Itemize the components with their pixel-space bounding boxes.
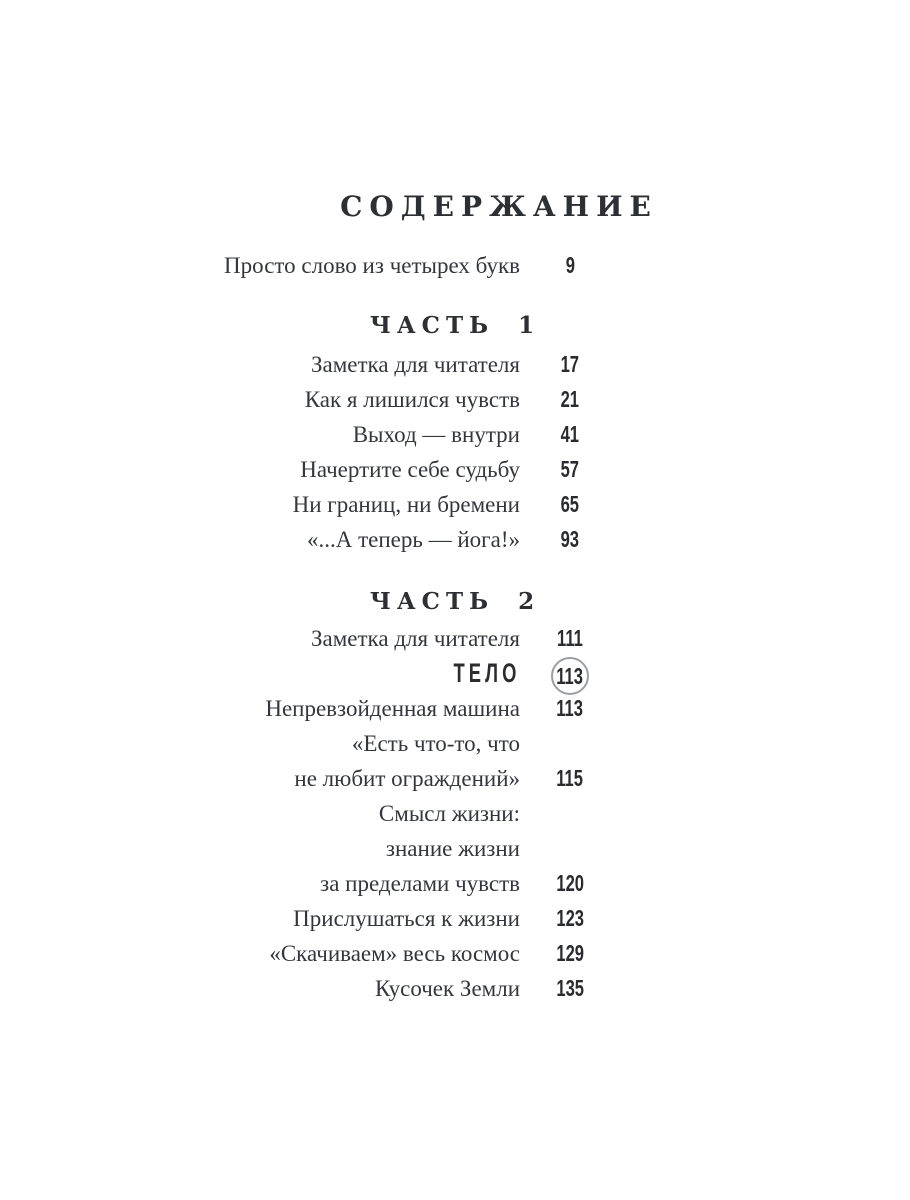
toc-entry-page-cell <box>520 691 620 729</box>
toc-entry-title-line3: за пределами чувств <box>320 871 520 896</box>
page-number: 41 <box>560 421 580 447</box>
page-number: 57 <box>560 456 580 482</box>
page-number: 21 <box>560 386 580 412</box>
toc-entry-title: Как я лишился чувств <box>304 387 520 412</box>
toc-entry-title: Начертите себе судьбу <box>300 457 520 482</box>
toc-entry-title-line1: Смысл жизни: <box>378 801 520 826</box>
toc-entry-page-cell <box>520 971 620 1009</box>
circled-page-number <box>551 657 589 695</box>
toc-entry-title: «Скачиваем» весь космос <box>269 941 520 966</box>
toc-entry-title: Кусочек Земли <box>375 976 520 1001</box>
toc-entry-line <box>0 796 910 831</box>
toc-entry <box>0 901 910 936</box>
toc-entry-title: ТЕЛО <box>453 658 520 688</box>
toc-entry-title: Заметка для читателя <box>311 352 520 377</box>
toc-entry <box>0 248 910 283</box>
toc-entry-page-cell <box>520 248 620 286</box>
page-title: СОДЕРЖАНИЕ <box>340 190 658 223</box>
toc-entry-page-cell <box>520 761 620 799</box>
toc-entry-title-line2: знание жизни <box>385 836 520 861</box>
page-number: 65 <box>560 491 580 517</box>
toc-entry-page-cell <box>520 487 620 525</box>
toc-entry <box>0 691 910 726</box>
toc-entry <box>0 452 910 487</box>
toc-entry-title: Просто слово из четырех букв <box>224 253 520 278</box>
page-number: 93 <box>560 526 580 552</box>
toc-entry-line <box>0 866 910 901</box>
toc-entry <box>0 347 910 382</box>
toc-entry-title-line2: не любит ограждений» <box>294 766 520 791</box>
section-heading-part2: ЧАСТЬ 2 <box>369 588 541 615</box>
page-number: 135 <box>556 975 584 1001</box>
toc-entry-page-cell <box>520 347 620 385</box>
page-number: 123 <box>556 905 584 931</box>
toc-entry <box>0 522 910 557</box>
toc-entry-telo <box>0 656 910 691</box>
toc-entry-title: Непревзойденная машина <box>265 696 520 721</box>
toc-entry-title: «...А теперь — йога!» <box>307 527 520 552</box>
toc-entry-page-cell <box>520 382 620 420</box>
toc-entry <box>0 621 910 656</box>
toc-entry-page-cell <box>520 901 620 939</box>
toc-entry-title: Прислушаться к жизни <box>293 906 520 931</box>
toc-entry-line <box>0 831 910 866</box>
toc-entry-page-cell <box>520 522 620 560</box>
toc-entry <box>0 936 910 971</box>
toc-entry-title: Ни границ, ни бремени <box>292 492 520 517</box>
toc-entry-page-cell <box>520 417 620 455</box>
page-number: 129 <box>556 940 584 966</box>
page-number: 9 <box>565 252 575 278</box>
page-number: 113 <box>556 662 584 689</box>
toc-entry <box>0 382 910 417</box>
toc-entry-page-cell <box>520 452 620 490</box>
page-number: 115 <box>556 765 584 791</box>
section-heading-part1: ЧАСТЬ 1 <box>369 312 541 339</box>
toc-entry <box>0 971 910 1006</box>
toc-entry-title: Выход — внутри <box>352 422 520 447</box>
page-number: 17 <box>560 351 580 377</box>
toc-entry-title-line1: «Есть что-то, что <box>351 731 520 756</box>
toc-entry-line <box>0 761 910 796</box>
toc-entry-page-cell <box>520 621 620 659</box>
toc-entry <box>0 487 910 522</box>
toc-entry-page-cell <box>520 866 620 904</box>
page-number: 120 <box>556 870 584 896</box>
toc-entry-page-cell <box>520 936 620 974</box>
toc-entry-title: Заметка для читателя <box>311 626 520 651</box>
page-number: 111 <box>557 625 583 651</box>
toc-entry-line <box>0 726 910 761</box>
toc-entry <box>0 417 910 452</box>
page-number: 113 <box>556 695 584 721</box>
